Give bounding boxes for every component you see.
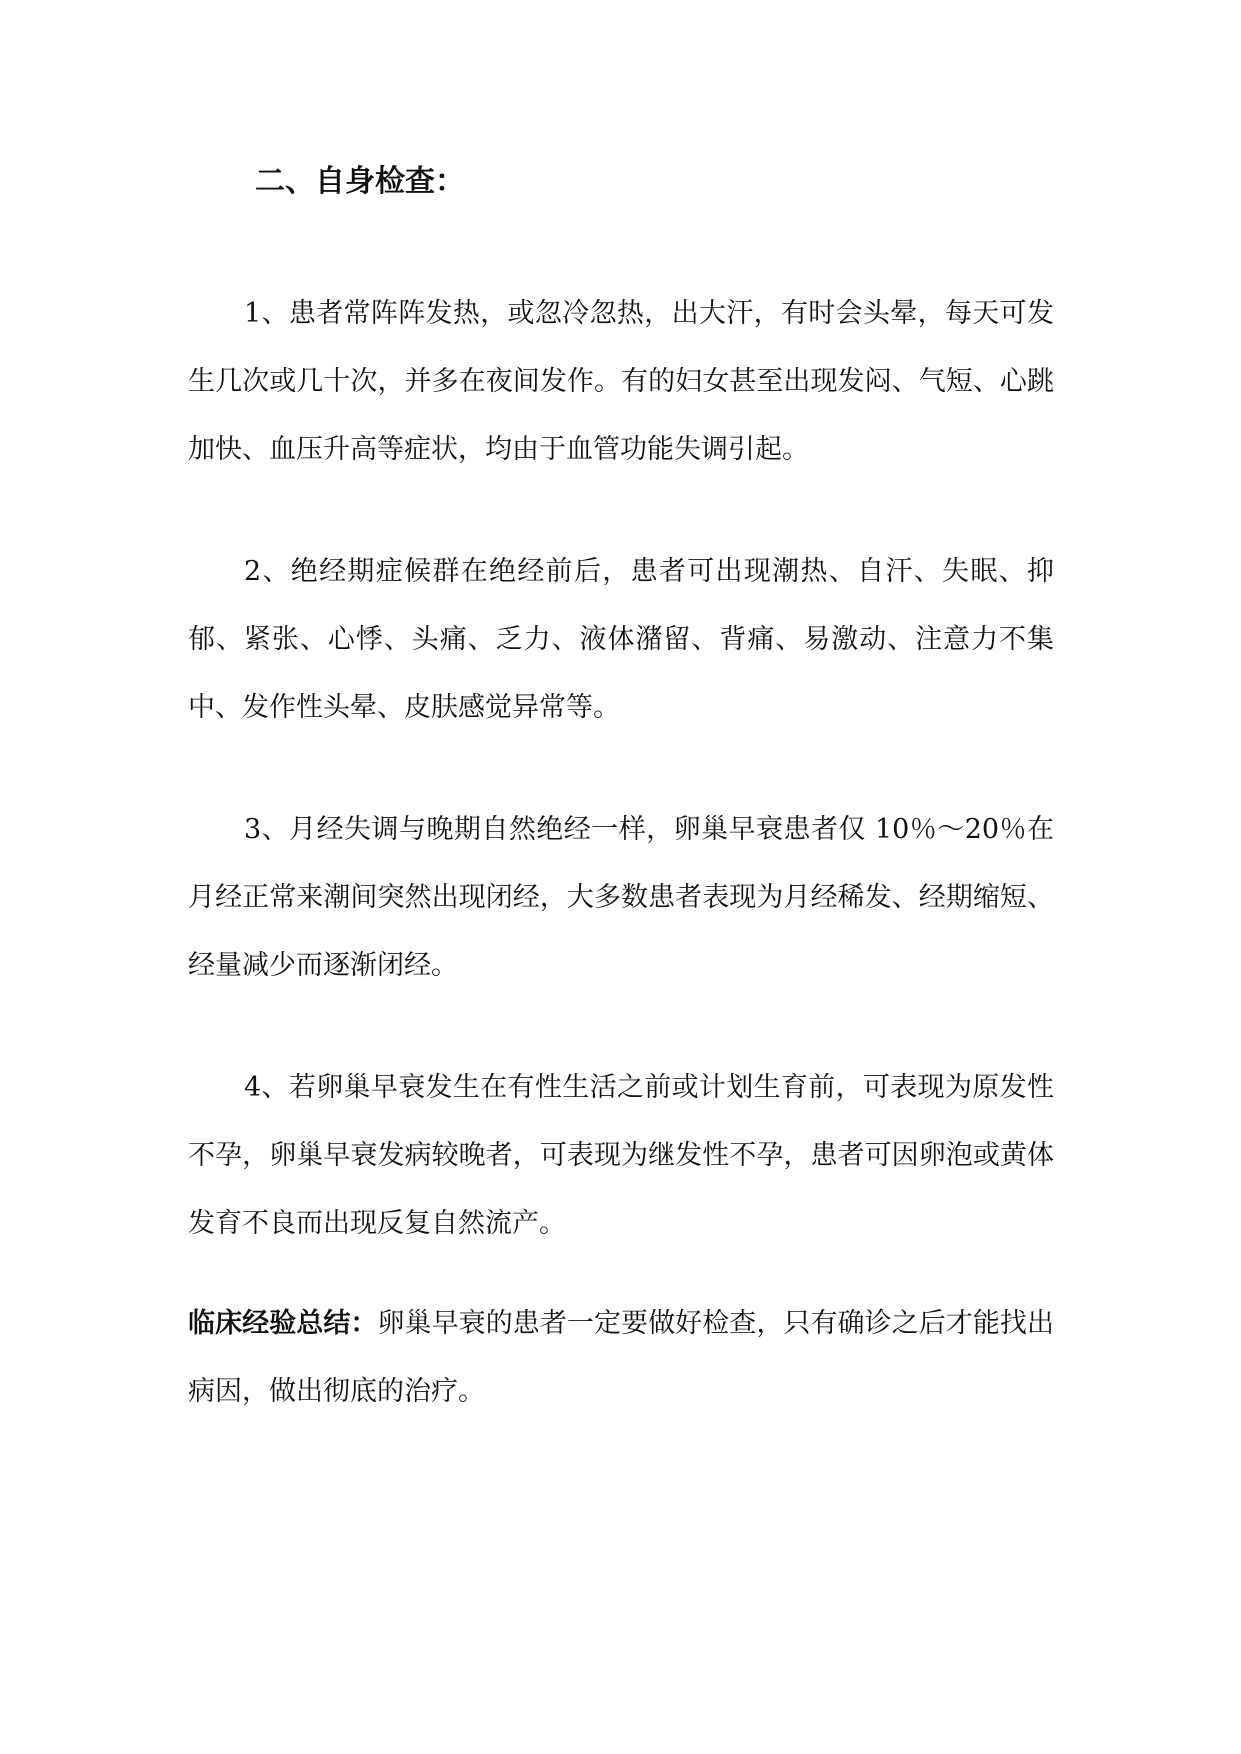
summary-label: 临床经验总结：	[188, 1308, 378, 1339]
summary-paragraph	[188, 1290, 1054, 1426]
summary-text: 卵巢早衰的患者一定要做好检查，只有确诊之后才能找出病因，做出彻底的治疗。	[188, 1308, 1055, 1407]
paragraph-3: 3、月经失调与晚期自然绝经一样，卵巢早衰患者仅 10％～20％在月经正常来潮间突然出现闭经，大多数患者表现为月经稀发、经期缩短、经量减少而逐渐闭经。	[188, 814, 1054, 981]
paragraph-1: 1、患者常阵阵发热，或忽冷忽热，出大汗，有时会头晕，每天可发生几次或几十次，并多在夜间发作。有的妇女甚至出现发闷、气短、心跳加快、血压升高等症状，均由于血管功能失调引起。	[188, 298, 1054, 465]
paragraph-2: 2、绝经期症候群在绝经前后，患者可出现潮热、自汗、失眠、抑郁、紧张、心悸、头痛、乏力、液体潴留、背痛、易激动、注意力不集中、发作性头晕、皮肤感觉异常等。	[188, 556, 1054, 723]
paragraph-4: 4、若卵巢早衰发生在有性生活之前或计划生育前，可表现为原发性不孕，卵巢早衰发病较晚者，可表现为继发性不孕，患者可因卵泡或黄体发育不良而出现反复自然流产。	[188, 1072, 1054, 1239]
section-heading: 二、自身检查：	[255, 164, 465, 199]
